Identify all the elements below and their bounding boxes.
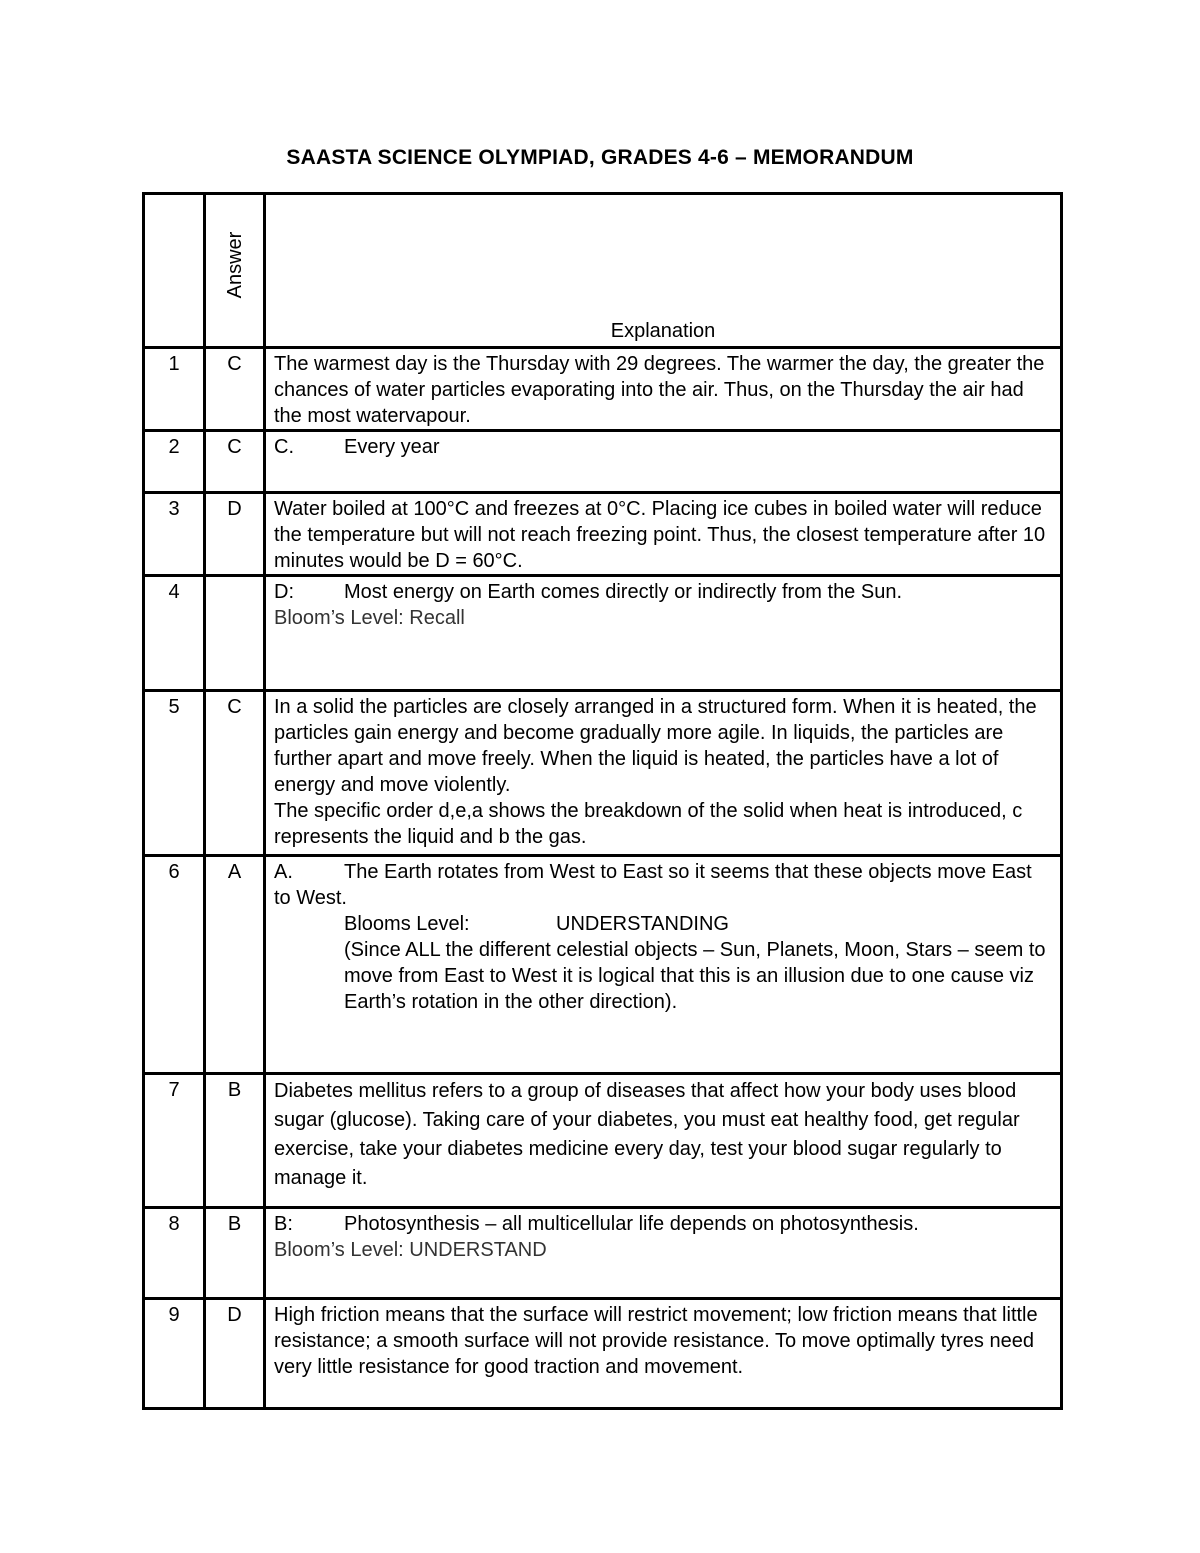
- page-title: SAASTA SCIENCE OLYMPIAD, GRADES 4-6 – MEMORANDUM: [286, 146, 914, 169]
- answer-letter: A: [205, 856, 265, 1074]
- question-number: 2: [144, 431, 205, 493]
- explanation-cell: [265, 856, 1062, 1074]
- answer-letter: C: [205, 431, 265, 493]
- table-row: [144, 856, 1062, 1074]
- answer-letter: C: [205, 348, 265, 431]
- explanation-cell: [265, 576, 1062, 691]
- explanation-text: Every year: [344, 436, 440, 458]
- answer-letter: B: [205, 1074, 265, 1208]
- explanation-cell: [265, 1299, 1062, 1409]
- table-row: [144, 691, 1062, 856]
- blooms-level: Bloom’s Level: Recall: [274, 607, 465, 629]
- table-row: [144, 576, 1062, 691]
- explanation-text: High friction means that the surface will restrict movement; low friction means that little resistance; a smooth surface will not provide resistance. To move optimally tyres need very little resistance for good traction and movement.: [274, 1304, 1038, 1378]
- option-label: D:: [274, 581, 294, 603]
- question-number: 6: [144, 856, 205, 1074]
- question-number: 9: [144, 1299, 205, 1409]
- question-number: 8: [144, 1208, 205, 1299]
- answer-letter: C: [205, 691, 265, 856]
- question-number: 1: [144, 348, 205, 431]
- answer-letter: B: [205, 1208, 265, 1299]
- explanation-text: The Earth rotates from West to East so it seems that these objects move East to West.: [274, 861, 1032, 909]
- explanation-text: The specific order d,e,a shows the breakdown of the solid when heat is introduced, c represents the liquid and b the gas.: [274, 800, 1023, 848]
- answer-letter: [205, 576, 265, 691]
- option-label: C.: [274, 436, 294, 458]
- explanation-cell: [265, 691, 1062, 856]
- question-number: 7: [144, 1074, 205, 1208]
- explanation-cell: [265, 431, 1062, 493]
- question-number: 3: [144, 493, 205, 576]
- explanation-cell: [265, 1074, 1062, 1208]
- question-number: 5: [144, 691, 205, 856]
- memorandum-table: [142, 192, 1063, 1410]
- blooms-level: Bloom’s Level: UNDERSTAND: [274, 1239, 547, 1261]
- answer-letter: D: [205, 493, 265, 576]
- explanation-text: Photosynthesis – all multicellular life depends on photosynthesis.: [344, 1213, 919, 1235]
- blooms-level-value: UNDERSTANDING: [556, 913, 729, 935]
- explanation-note: (Since ALL the different celestial objects – Sun, Planets, Moon, Stars – seem to move from East to West it is logical that this is an illusion due to one cause viz Earth’s rotation in the other direction).: [344, 939, 1046, 1013]
- question-number: 4: [144, 576, 205, 691]
- explanation-cell: [265, 493, 1062, 576]
- table-row: [144, 431, 1062, 493]
- explanation-text: Water boiled at 100°C and freezes at 0°C. Placing ice cubes in boiled water will reduce the temperature but will not reach freezing point. Thus, the closest temperature after 10 minutes would be D = 60°C.: [274, 498, 1046, 572]
- table-row: [144, 348, 1062, 431]
- explanation-cell: [265, 348, 1062, 431]
- explanation-cell: [265, 1208, 1062, 1299]
- table-row: [144, 1208, 1062, 1299]
- explanation-text: In a solid the particles are closely arranged in a structured form. When it is heated, the particles gain energy and become gradually more agile. In liquids, the particles are further apart and move freely. When the liquid is heated, the particles have a lot of energy and move violently.: [274, 696, 1037, 796]
- header-explanation-label: Explanation: [265, 194, 1062, 348]
- header-number-cell: [144, 194, 205, 348]
- table-row: [144, 1299, 1062, 1409]
- table-row: [144, 493, 1062, 576]
- option-label: A.: [274, 861, 293, 883]
- explanation-text: Most energy on Earth comes directly or indirectly from the Sun.: [344, 581, 903, 603]
- blooms-level-label: Blooms Level:: [344, 913, 470, 935]
- table-row: [144, 1074, 1062, 1208]
- option-label: B:: [274, 1213, 293, 1235]
- answer-letter: D: [205, 1299, 265, 1409]
- explanation-text: Diabetes mellitus refers to a group of diseases that affect how your body uses blood sugar (glucose). Taking care of your diabetes, you must eat healthy food, get regular exercise, take your diabetes medicine every day, test your blood sugar regularly to manage it.: [274, 1080, 1020, 1189]
- explanation-text: The warmest day is the Thursday with 29 degrees. The warmer the day, the greater the chances of water particles evaporating into the air. Thus, on the Thursday the air had the most watervapour.: [274, 353, 1045, 427]
- table-header-row: [144, 194, 1062, 348]
- header-answer-label: Answer: [223, 231, 246, 299]
- header-answer-cell: [205, 194, 265, 348]
